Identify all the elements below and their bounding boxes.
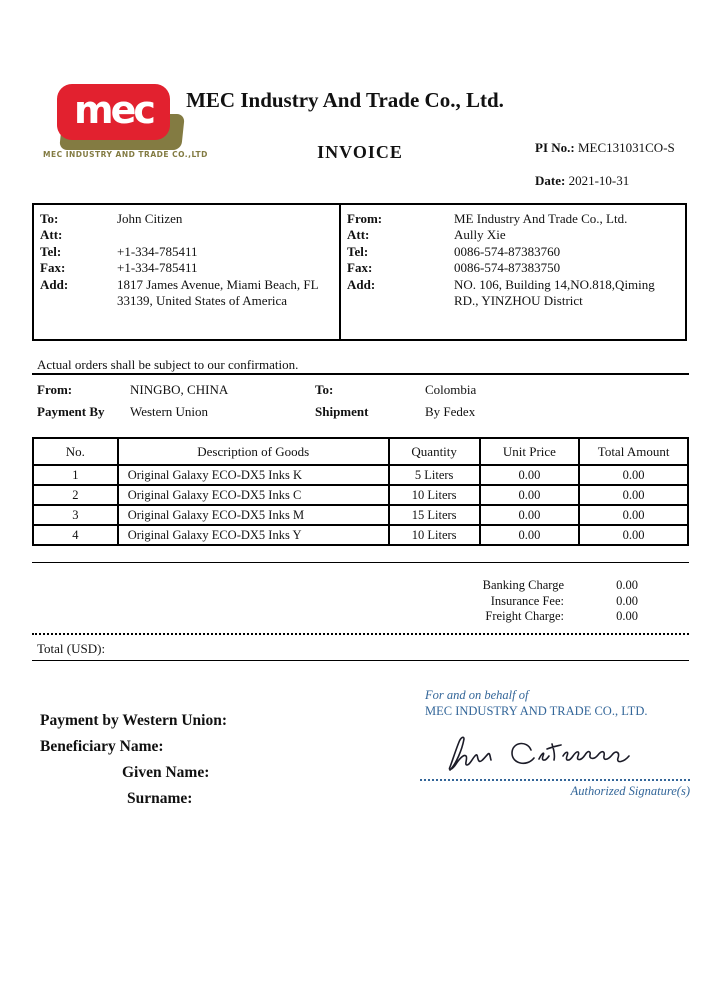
banking-charge-value: 0.00	[616, 578, 638, 592]
destination-label: To:	[315, 382, 334, 397]
from-row	[347, 211, 679, 227]
to-label: To:	[40, 211, 59, 226]
parties-section	[32, 203, 689, 341]
add-label: Add:	[40, 276, 69, 292]
col-header-unit-price: Unit Price	[480, 438, 580, 465]
invoice-meta	[535, 140, 675, 206]
add-row	[40, 277, 333, 310]
shipment-label: Shipment	[315, 404, 369, 419]
att-value: Aully Xie	[454, 227, 506, 243]
from-value: ME Industry And Trade Co., Ltd.	[454, 211, 628, 226]
cell-description: Original Galaxy ECO-DX5 Inks K	[118, 465, 389, 485]
tel-label: Tel:	[347, 243, 369, 259]
tel-value: +1-334-785411	[117, 243, 198, 259]
cell-quantity: 15 Liters	[389, 505, 480, 525]
origin-value: NINGBO, CHINA	[130, 382, 229, 397]
col-header-no: No.	[33, 438, 118, 465]
banking-charge-row	[400, 578, 690, 594]
fax-row	[347, 260, 679, 276]
surname-label: Surname:	[127, 790, 193, 807]
att-row	[40, 227, 333, 243]
cell-no: 4	[33, 525, 118, 545]
on-behalf-of-text: For and on behalf of	[425, 688, 529, 702]
freight-charge-value: 0.00	[616, 609, 638, 624]
cell-quantity: 10 Liters	[389, 525, 480, 545]
col-header-total-amount: Total Amount	[579, 438, 688, 465]
cell-no: 2	[33, 485, 118, 505]
invoice-date-value: 2021-10-31	[568, 173, 630, 188]
pi-number	[535, 140, 675, 156]
logo-mark-text: mec	[74, 88, 153, 132]
cell-total-amount: 0.00	[579, 465, 688, 485]
freight-charge-row	[400, 609, 690, 625]
to-row	[40, 211, 333, 227]
cell-description: Original Galaxy ECO-DX5 Inks Y	[118, 525, 389, 545]
payment-by-label: Payment By	[37, 404, 105, 419]
add-value: 1817 James Avenue, Miami Beach, FL 33139, United States of America	[117, 276, 319, 309]
total-usd-label: Total (USD):	[37, 641, 106, 656]
att-row	[347, 227, 679, 243]
add-value: NO. 106, Building 14,NO.818,Qiming RD., YINZHOU District	[454, 276, 655, 309]
invoice-date	[535, 173, 675, 189]
fax-row	[40, 260, 333, 276]
att-label: Att:	[40, 227, 63, 243]
tel-row	[347, 244, 679, 260]
insurance-fee-label: Insurance Fee:	[490, 593, 564, 608]
bill-to-box	[32, 203, 341, 341]
add-row	[347, 277, 679, 310]
cell-no: 3	[33, 505, 118, 525]
divider-rule	[32, 562, 689, 563]
cell-no: 1	[33, 465, 118, 485]
cell-quantity: 10 Liters	[389, 485, 480, 505]
cell-quantity: 5 Liters	[389, 465, 480, 485]
cell-unit-price: 0.00	[480, 465, 580, 485]
charges-section	[400, 578, 690, 625]
goods-table	[32, 437, 689, 546]
att-value	[117, 227, 333, 243]
company-name-blue: MEC INDUSTRY AND TRADE CO., LTD.	[425, 704, 648, 718]
document-title: INVOICE	[317, 142, 403, 162]
banking-charge-label: Banking Charge	[482, 578, 564, 592]
cell-description: Original Galaxy ECO-DX5 Inks C	[118, 485, 389, 505]
company-title: MEC Industry And Trade Co., Ltd.	[186, 88, 504, 112]
cell-total-amount: 0.00	[579, 505, 688, 525]
logo-caption: MEC INDUSTRY AND TRADE CO.,LTD	[43, 150, 208, 159]
fax-label: Fax:	[347, 260, 373, 276]
pi-number-label: PI No.:	[535, 140, 575, 155]
handwritten-signature	[428, 726, 663, 783]
col-header-quantity: Quantity	[389, 438, 480, 465]
insurance-fee-value: 0.00	[616, 593, 638, 608]
tel-label: Tel:	[40, 243, 62, 259]
divider-rule	[32, 373, 689, 375]
to-value: John Citizen	[117, 211, 183, 226]
origin-destination-row	[32, 379, 689, 401]
shipment-value: By Fedex	[425, 404, 476, 419]
confirmation-note: Actual orders shall be subject to our confirmation.	[37, 357, 299, 372]
shipping-section	[32, 379, 689, 423]
origin-label: From:	[37, 382, 73, 397]
freight-charge-label: Freight Charge:	[485, 609, 564, 624]
divider-rule	[32, 660, 689, 661]
col-header-description: Description of Goods	[118, 438, 389, 465]
tel-value: 0086-574-87383760	[454, 243, 561, 259]
goods-header-row	[33, 438, 688, 465]
insurance-fee-row	[400, 594, 690, 610]
from-label: From:	[347, 211, 383, 226]
add-label: Add:	[347, 276, 376, 292]
payment-shipment-row	[32, 401, 689, 423]
authorized-signature-label: Authorized Signature(s)	[570, 784, 690, 798]
fax-label: Fax:	[40, 260, 66, 276]
cell-unit-price: 0.00	[480, 485, 580, 505]
fax-value: +1-334-785411	[117, 260, 198, 276]
table-row	[33, 525, 688, 545]
signature-dotted-line	[420, 779, 690, 781]
table-row	[33, 465, 688, 485]
bill-from-box	[339, 203, 687, 341]
cell-unit-price: 0.00	[480, 525, 580, 545]
dotted-divider	[32, 633, 689, 635]
invoice-date-label: Date:	[535, 173, 566, 188]
cell-unit-price: 0.00	[480, 505, 580, 525]
fax-value: 0086-574-87383750	[454, 260, 561, 276]
cell-total-amount: 0.00	[579, 485, 688, 505]
table-row	[33, 505, 688, 525]
tel-row	[40, 244, 333, 260]
att-label: Att:	[347, 227, 370, 243]
cell-description: Original Galaxy ECO-DX5 Inks M	[118, 505, 389, 525]
payment-by-value: Western Union	[130, 404, 209, 419]
cell-total-amount: 0.00	[579, 525, 688, 545]
table-row	[33, 485, 688, 505]
payment-method-title: Payment by Western Union:	[40, 712, 228, 729]
given-name-label: Given Name:	[122, 764, 210, 781]
destination-value: Colombia	[425, 382, 477, 397]
pi-number-value: MEC131031CO-S	[577, 140, 675, 155]
beneficiary-name-label: Beneficiary Name:	[40, 738, 164, 755]
